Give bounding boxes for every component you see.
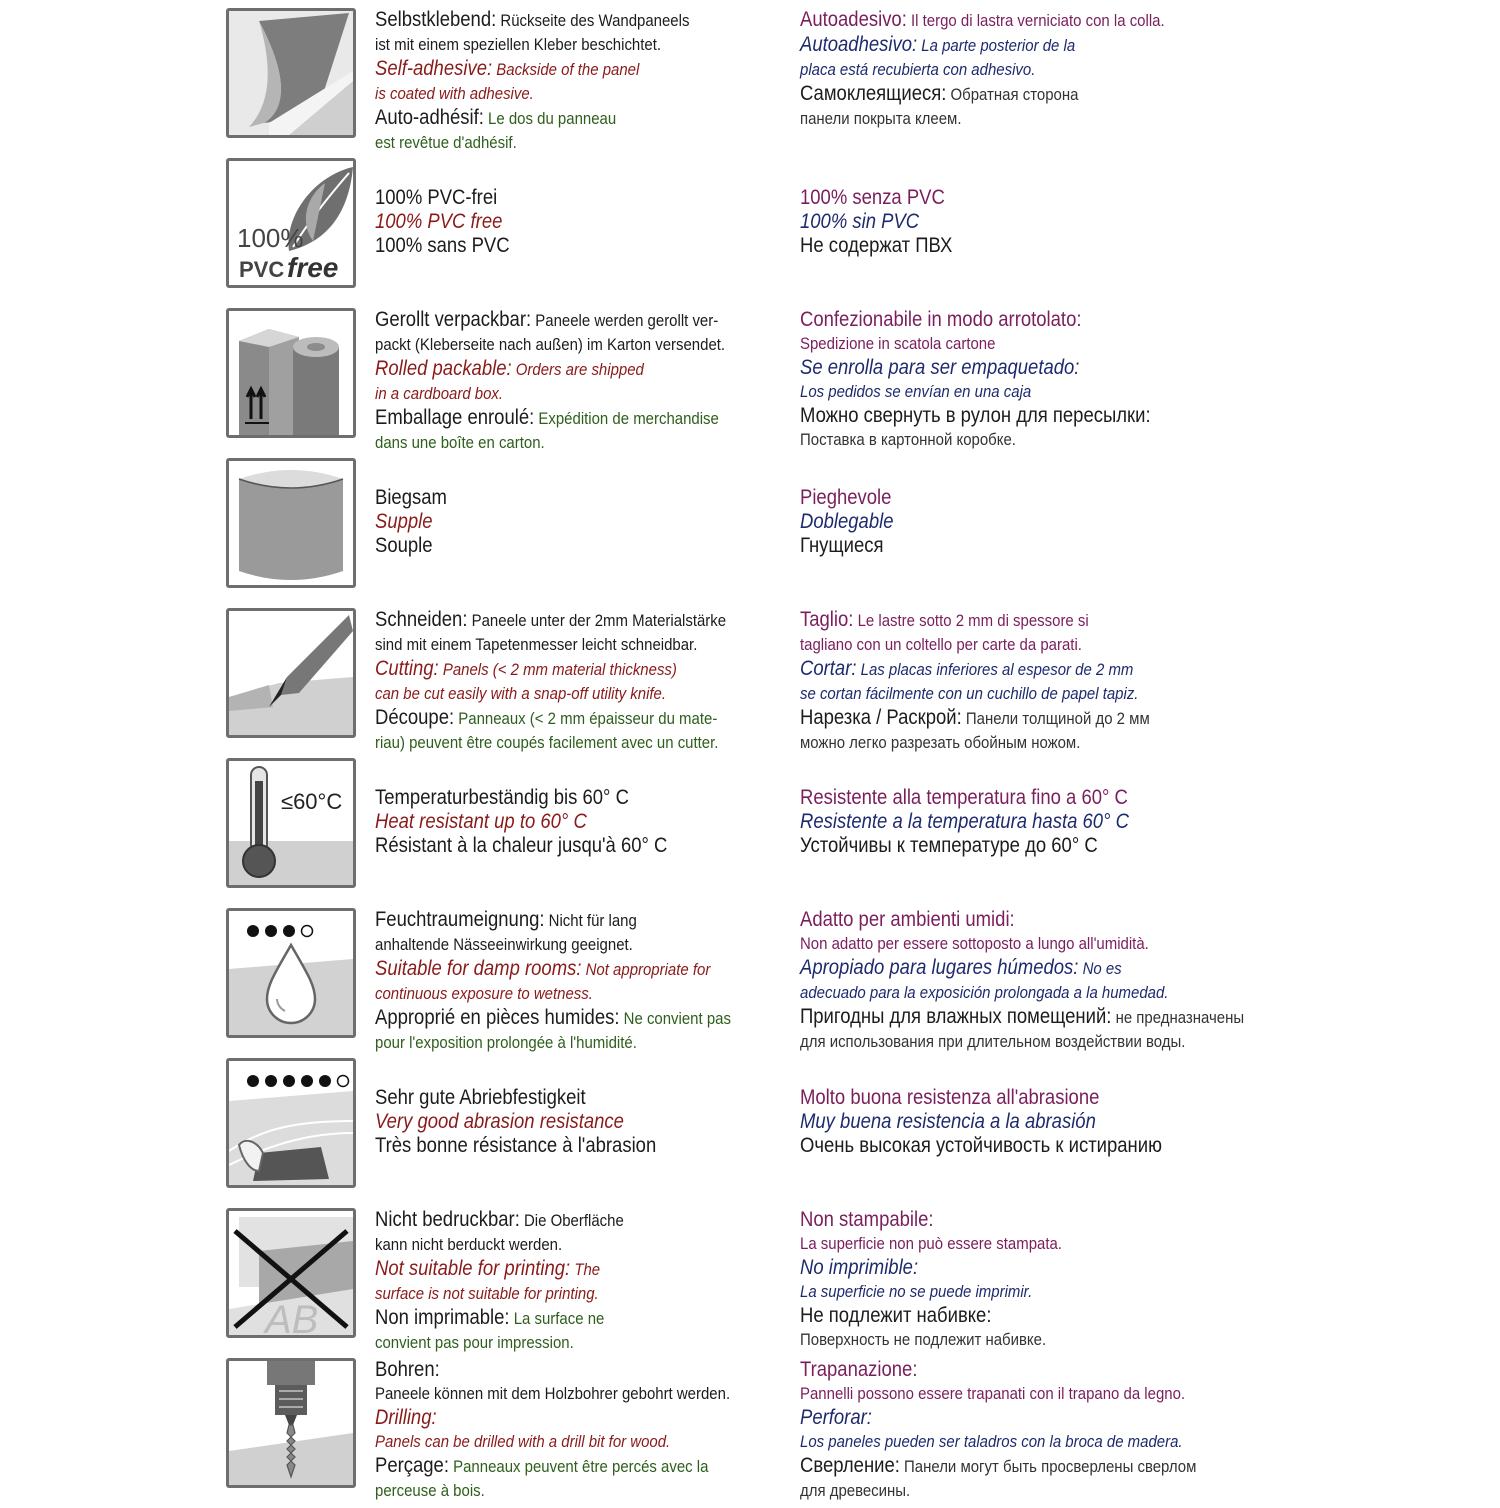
- de-heading: Bohren:: [375, 1358, 440, 1381]
- it-body: Le lastre sotto 2 mm di spessore si: [853, 611, 1089, 630]
- es-heading: Muy buena resistencia a la abrasión: [800, 1110, 1096, 1133]
- ru-body-line: панели покрыта клеем.: [800, 109, 962, 128]
- en-body: The: [570, 1260, 601, 1279]
- en-heading: Supple: [375, 510, 433, 533]
- en-text: [375, 1110, 656, 1134]
- de-text: [375, 8, 689, 57]
- it-text: [800, 8, 1165, 33]
- right-column: [800, 1208, 1062, 1352]
- es-text: [800, 1110, 1162, 1134]
- en-body-line: surface is not suitable for printing.: [375, 1284, 599, 1303]
- de-text: [375, 608, 726, 657]
- en-heading: Heat resistant up to 60° C: [375, 810, 587, 833]
- rating-dot-filled: [247, 1075, 259, 1087]
- en-text: [375, 57, 689, 106]
- pvc-free-percent: 100%: [237, 223, 304, 253]
- ru-body-line: для использования при длительном воздействии воды.: [800, 1032, 1186, 1051]
- fr-body: Expédition de merchandise: [534, 409, 719, 428]
- de-heading: Temperaturbeständig bis 60° C: [375, 786, 629, 809]
- self-adhesive-peel-icon: [226, 8, 356, 138]
- es-text: [800, 1406, 1196, 1454]
- ru-body: не предназначены: [1111, 1008, 1245, 1027]
- de-text: [375, 1208, 624, 1257]
- de-heading: 100% PVC-frei: [375, 186, 498, 209]
- it-body-line: Non adatto per essere sottoposto a lungo all'umidità.: [800, 934, 1149, 953]
- fr-line: [375, 1454, 730, 1479]
- ru-heading: Нарезка / Раскрой:: [800, 706, 962, 729]
- ru-text: [800, 1304, 1062, 1352]
- it-heading: Resistente alla temperatura fino a 60° C: [800, 786, 1128, 809]
- left-column: [375, 1208, 624, 1355]
- fr-line: [375, 1134, 656, 1158]
- ru-body: Панели толщиной до 2 мм: [961, 709, 1150, 728]
- en-line: [375, 1257, 624, 1282]
- fr-text: [375, 106, 689, 155]
- right-column: [800, 8, 1165, 131]
- pvc-free-free: free: [287, 252, 339, 283]
- thermometer-icon: [226, 758, 356, 888]
- fr-text: [375, 706, 726, 755]
- cutting-knife-icon: [226, 608, 356, 738]
- es-body-line: Los pedidos se envían en una caja: [800, 382, 1032, 401]
- drill-icon: [226, 1358, 356, 1488]
- rating-dot-filled: [319, 1075, 331, 1087]
- es-body: Las placas inferiores al espesor de 2 mm: [856, 660, 1134, 679]
- abrasion-wipe-icon: [226, 1058, 356, 1188]
- en-line: [375, 1406, 730, 1430]
- de-text: [375, 486, 447, 510]
- flexible-bend-icon: [226, 458, 356, 588]
- ru-heading: Очень высокая устойчивость к истиранию: [800, 1134, 1162, 1157]
- fr-text: [375, 1134, 656, 1158]
- ru-line: [800, 706, 1150, 731]
- en-line: [375, 957, 731, 982]
- en-heading: Very good abrasion resistance: [375, 1110, 624, 1133]
- left-column: [375, 1358, 730, 1503]
- it-line: [800, 786, 1129, 810]
- ru-text: [800, 404, 1151, 452]
- de-body: Paneele werden gerollt ver-: [531, 311, 719, 330]
- ru-body: Панели могут быть просверлены сверлом: [899, 1457, 1197, 1476]
- en-heading: Self-adhesive:: [375, 57, 493, 80]
- en-text: [375, 957, 731, 1006]
- it-heading: Adatto per ambienti umidi:: [800, 908, 1015, 931]
- en-body: Not appropriate for: [581, 960, 711, 979]
- fr-text: [375, 1454, 730, 1503]
- en-body-line: can be cut easily with a snap-off utility knife.: [375, 684, 667, 703]
- de-body: Paneele unter der 2mm Materialstärke: [467, 611, 727, 630]
- fr-body: Ne convient pas: [619, 1009, 731, 1028]
- de-line: [375, 486, 447, 510]
- rating-dot-empty: [302, 926, 313, 937]
- right-column: [800, 308, 1151, 452]
- fr-line: [375, 706, 726, 731]
- fr-line: [375, 406, 725, 431]
- feature-row: [0, 158, 1500, 308]
- de-heading: Biegsam: [375, 486, 447, 509]
- it-line: [800, 1358, 1196, 1382]
- feature-row: [0, 608, 1500, 758]
- ru-body: Обратная сторона: [946, 85, 1079, 104]
- feature-row: [0, 758, 1500, 908]
- ru-text: [800, 1005, 1244, 1054]
- temperature-label: ≤60°C: [281, 789, 343, 814]
- it-heading: Autoadesivo:: [800, 8, 907, 31]
- en-text: [375, 1257, 624, 1306]
- en-heading: Not suitable for printing:: [375, 1257, 571, 1280]
- es-line: [800, 657, 1150, 682]
- ru-line: [800, 834, 1129, 858]
- es-line: [800, 956, 1244, 981]
- es-text: [800, 356, 1151, 404]
- left-column: [375, 8, 689, 155]
- es-heading: 100% sin PVC: [800, 210, 920, 233]
- fr-body-line: riau) peuvent être coupés facilement avec un cutter.: [375, 733, 719, 752]
- feature-row: [0, 8, 1500, 158]
- it-line: [800, 308, 1151, 332]
- es-text: [800, 33, 1165, 82]
- ru-body-line: для древесины.: [800, 1481, 911, 1500]
- it-line: [800, 908, 1244, 932]
- it-line: [800, 1208, 1062, 1232]
- it-text: [800, 1358, 1196, 1406]
- right-column: [800, 1086, 1162, 1158]
- en-body-line: in a cardboard box.: [375, 384, 504, 403]
- ru-line: [800, 534, 894, 558]
- right-column: [800, 1358, 1196, 1503]
- it-heading: Non stampabile:: [800, 1208, 934, 1231]
- es-line: [800, 33, 1165, 58]
- es-line: [800, 1406, 1196, 1430]
- en-body-line: continuous exposure to wetness.: [375, 984, 593, 1003]
- feature-row: [0, 1058, 1500, 1208]
- it-line: [800, 486, 894, 510]
- es-body-line: Los paneles pueden ser taladros con la broca de madera.: [800, 1432, 1183, 1451]
- de-body-line: sind mit einem Tapetenmesser leicht schneidbar.: [375, 635, 698, 654]
- it-heading: Taglio:: [800, 608, 854, 631]
- it-body-line: Spedizione in scatola cartone: [800, 334, 996, 353]
- de-body-line: anhaltende Nässeeinwirkung geeignet.: [375, 935, 633, 954]
- de-body: Rückseite des Wandpaneels: [496, 11, 690, 30]
- es-heading: Autoadhesivo:: [800, 33, 918, 56]
- ru-line: [800, 1304, 1062, 1328]
- de-heading: Selbstklebend:: [375, 8, 497, 31]
- en-line: [375, 810, 667, 834]
- it-text: [800, 186, 952, 210]
- es-body-line: adecuado para la exposición prolongada a la humedad.: [800, 983, 1169, 1002]
- it-text: [800, 786, 1129, 810]
- de-text: [375, 786, 667, 810]
- de-heading: Schneiden:: [375, 608, 468, 631]
- en-heading: Suitable for damp rooms:: [375, 957, 582, 980]
- de-body-line: packt (Kleberseite nach außen) im Karton versendet.: [375, 335, 726, 354]
- feature-row: [0, 308, 1500, 458]
- de-body-line: ist mit einem speziellen Kleber beschichtet.: [375, 35, 662, 54]
- de-text: [375, 908, 731, 957]
- it-line: [800, 8, 1165, 33]
- fr-text: [375, 1006, 731, 1055]
- fr-heading: Approprié en pièces humides:: [375, 1006, 620, 1029]
- de-line: [375, 8, 689, 33]
- de-line: [375, 608, 726, 633]
- fr-line: [375, 234, 510, 258]
- es-text: [800, 1256, 1062, 1304]
- es-body: La parte posterior de la: [917, 36, 1076, 55]
- right-column: [800, 186, 952, 258]
- en-line: [375, 657, 726, 682]
- it-heading: Pieghevole: [800, 486, 892, 509]
- fr-body: La surface ne: [509, 1309, 605, 1328]
- en-text: [375, 210, 510, 234]
- en-body: Orders are shipped: [511, 360, 644, 379]
- fr-text: [375, 534, 447, 558]
- de-heading: Feuchtraumeignung:: [375, 908, 545, 931]
- en-heading: Drilling:: [375, 1406, 437, 1429]
- es-heading: Se enrolla para ser empaquetado:: [800, 356, 1080, 379]
- ru-text: [800, 534, 894, 558]
- de-body-line: Paneele können mit dem Holzbohrer gebohrt werden.: [375, 1384, 731, 1403]
- ru-line: [800, 234, 952, 258]
- pvc-free-leaf-icon: [226, 158, 356, 288]
- it-heading: 100% senza PVC: [800, 186, 945, 209]
- en-line: [375, 57, 689, 82]
- fr-line: [375, 1306, 624, 1331]
- fr-body: Panneaux peuvent être percés avec la: [448, 1457, 709, 1476]
- fr-body: Le dos du panneau: [483, 109, 617, 128]
- fr-heading: 100% sans PVC: [375, 234, 510, 257]
- fr-line: [375, 1006, 731, 1031]
- left-column: [375, 608, 726, 755]
- es-line: [800, 210, 952, 234]
- it-text: [800, 486, 894, 510]
- en-text: [375, 657, 726, 706]
- fr-heading: Résistant à la chaleur jusqu'à 60° C: [375, 834, 668, 857]
- de-line: [375, 786, 667, 810]
- fr-text: [375, 406, 725, 455]
- es-line: [800, 356, 1151, 380]
- fr-body-line: est revêtue d'adhésif.: [375, 133, 517, 152]
- rolled-package-icon: [226, 308, 356, 438]
- de-line: [375, 1086, 656, 1110]
- en-body-line: is coated with adhesive.: [375, 84, 534, 103]
- fr-body: Panneaux (< 2 mm épaisseur du mate-: [454, 709, 718, 728]
- fr-heading: Souple: [375, 534, 433, 557]
- fr-line: [375, 834, 667, 858]
- en-line: [375, 357, 725, 382]
- left-column: [375, 186, 510, 258]
- en-heading: 100% PVC free: [375, 210, 503, 233]
- es-heading: Perforar:: [800, 1406, 872, 1429]
- rating-dot-filled: [283, 1075, 295, 1087]
- it-body: Il tergo di lastra verniciato con la colla.: [906, 11, 1165, 30]
- it-body-line: Pannelli possono essere trapanati con il trapano da legno.: [800, 1384, 1186, 1403]
- rating-dot-filled: [283, 925, 295, 937]
- fr-text: [375, 834, 667, 858]
- right-column: [800, 786, 1129, 858]
- right-column: [800, 908, 1244, 1054]
- ru-body-line: можно легко разрезать обойным ножом.: [800, 733, 1081, 752]
- feature-row: [0, 1358, 1500, 1508]
- en-heading: Cutting:: [375, 657, 439, 680]
- es-heading: Cortar:: [800, 657, 857, 680]
- es-heading: Doblegable: [800, 510, 894, 533]
- fr-heading: Non imprimable:: [375, 1306, 510, 1329]
- water-drop-icon: [226, 908, 356, 1038]
- it-text: [800, 308, 1151, 356]
- de-heading: Sehr gute Abriebfestigkeit: [375, 1086, 586, 1109]
- left-column: [375, 786, 667, 858]
- feature-row: [0, 1208, 1500, 1358]
- es-text: [800, 510, 894, 534]
- it-heading: Confezionabile in modo arrotolato:: [800, 308, 1082, 331]
- it-line: [800, 1086, 1162, 1110]
- en-text: [375, 810, 667, 834]
- ru-heading: Сверление:: [800, 1454, 900, 1477]
- rating-dot-filled: [247, 925, 259, 937]
- en-line: [375, 510, 447, 534]
- rating-dot-filled: [301, 1075, 313, 1087]
- rating-dot-filled: [265, 1075, 277, 1087]
- en-line: [375, 1110, 656, 1134]
- right-column: [800, 486, 894, 558]
- it-text: [800, 908, 1244, 956]
- de-text: [375, 1086, 656, 1110]
- en-line: [375, 210, 510, 234]
- ru-line: [800, 1454, 1196, 1479]
- rating-dot-filled: [265, 925, 277, 937]
- de-body-line: kann nicht berduckt werden.: [375, 1235, 563, 1254]
- de-line: [375, 1358, 730, 1382]
- ru-text: [800, 82, 1165, 131]
- es-heading: Apropiado para lugares húmedos:: [800, 956, 1079, 979]
- de-line: [375, 1208, 624, 1233]
- de-text: [375, 308, 725, 357]
- de-body: Die Oberfläche: [519, 1211, 624, 1230]
- de-text: [375, 1358, 730, 1406]
- en-body: Panels (< 2 mm material thickness): [438, 660, 677, 679]
- es-body-line: La superficie no se puede imprimir.: [800, 1282, 1033, 1301]
- es-text: [800, 210, 952, 234]
- left-column: [375, 1086, 656, 1158]
- it-text: [800, 1086, 1162, 1110]
- de-line: [375, 908, 731, 933]
- en-body-line: Panels can be drilled with a drill bit for wood.: [375, 1432, 671, 1451]
- es-body-line: se cortan fácilmente con un cuchillo de papel tapiz.: [800, 684, 1139, 703]
- fr-heading: Emballage enroulé:: [375, 406, 535, 429]
- ru-heading: Можно свернуть в рулон для пересылки:: [800, 404, 1151, 427]
- ru-body-line: Поверхность не подлежит набивке.: [800, 1330, 1047, 1349]
- en-body: Backside of the panel: [492, 60, 640, 79]
- fr-text: [375, 1306, 624, 1355]
- es-line: [800, 810, 1129, 834]
- it-text: [800, 1208, 1062, 1256]
- left-column: [375, 308, 725, 455]
- es-body-line: placa está recubierta con adhesivo.: [800, 60, 1036, 79]
- fr-body-line: dans une boîte en carton.: [375, 433, 545, 452]
- de-body: Nicht für lang: [544, 911, 637, 930]
- es-text: [800, 956, 1244, 1005]
- no-printing-icon: [226, 1208, 356, 1338]
- de-heading: Gerollt verpackbar:: [375, 308, 532, 331]
- fr-heading: Auto-adhésif:: [375, 106, 484, 129]
- feature-row: [0, 458, 1500, 608]
- ru-text: [800, 834, 1129, 858]
- ru-text: [800, 1134, 1162, 1158]
- left-column: [375, 908, 731, 1055]
- it-body-line: La superficie non può essere stampata.: [800, 1234, 1062, 1253]
- de-line: [375, 186, 510, 210]
- es-line: [800, 510, 894, 534]
- fr-body-line: convient pas pour impression.: [375, 1333, 574, 1352]
- it-heading: Trapanazione:: [800, 1358, 918, 1381]
- ru-text: [800, 234, 952, 258]
- print-sample-letters: AB: [265, 1298, 319, 1335]
- fr-body-line: pour l'exposition prolongée à l'humidité.: [375, 1033, 637, 1052]
- en-text: [375, 510, 447, 534]
- es-heading: No imprimible:: [800, 1256, 919, 1279]
- es-text: [800, 810, 1129, 834]
- ru-heading: Устойчивы к температуре до 60° C: [800, 834, 1098, 857]
- it-line: [800, 608, 1150, 633]
- en-heading: Rolled packable:: [375, 357, 512, 380]
- de-heading: Nicht bedruckbar:: [375, 1208, 520, 1231]
- fr-line: [375, 534, 447, 558]
- en-text: [375, 1406, 730, 1454]
- es-text: [800, 657, 1150, 706]
- fr-line: [375, 106, 689, 131]
- ru-line: [800, 1005, 1244, 1030]
- fr-text: [375, 234, 510, 258]
- ru-text: [800, 1454, 1196, 1503]
- ru-body-line: Поставка в картонной коробке.: [800, 430, 1016, 449]
- de-line: [375, 308, 725, 333]
- fr-heading: Très bonne résistance à l'abrasion: [375, 1134, 657, 1157]
- left-column: [375, 486, 447, 558]
- ru-line: [800, 1134, 1162, 1158]
- de-text: [375, 186, 510, 210]
- ru-heading: Не содержат ПВХ: [800, 234, 953, 257]
- es-line: [800, 1256, 1062, 1280]
- rating-dot-empty: [338, 1076, 349, 1087]
- ru-heading: Самоклеящиеся:: [800, 82, 947, 105]
- ru-heading: Гнущиеся: [800, 534, 884, 557]
- it-text: [800, 608, 1150, 657]
- pvc-free-pvc: PVC: [239, 257, 285, 282]
- es-body: No es: [1078, 959, 1122, 978]
- en-text: [375, 357, 725, 406]
- fr-heading: Perçage:: [375, 1454, 449, 1477]
- ru-text: [800, 706, 1150, 755]
- right-column: [800, 608, 1150, 755]
- it-line: [800, 186, 952, 210]
- it-body-line: tagliano con un coltello per carte da parati.: [800, 635, 1082, 654]
- feature-row: [0, 908, 1500, 1058]
- it-heading: Molto buona resistenza all'abrasione: [800, 1086, 1100, 1109]
- ru-heading: Пригодны для влажных помещений:: [800, 1005, 1112, 1028]
- ru-line: [800, 82, 1165, 107]
- fr-body-line: perceuse à bois.: [375, 1481, 485, 1500]
- es-heading: Resistente a la temperatura hasta 60° C: [800, 810, 1129, 833]
- ru-line: [800, 404, 1151, 428]
- ru-heading: Не подлежит набивке:: [800, 1304, 992, 1327]
- es-line: [800, 1110, 1162, 1134]
- fr-heading: Découpe:: [375, 706, 455, 729]
